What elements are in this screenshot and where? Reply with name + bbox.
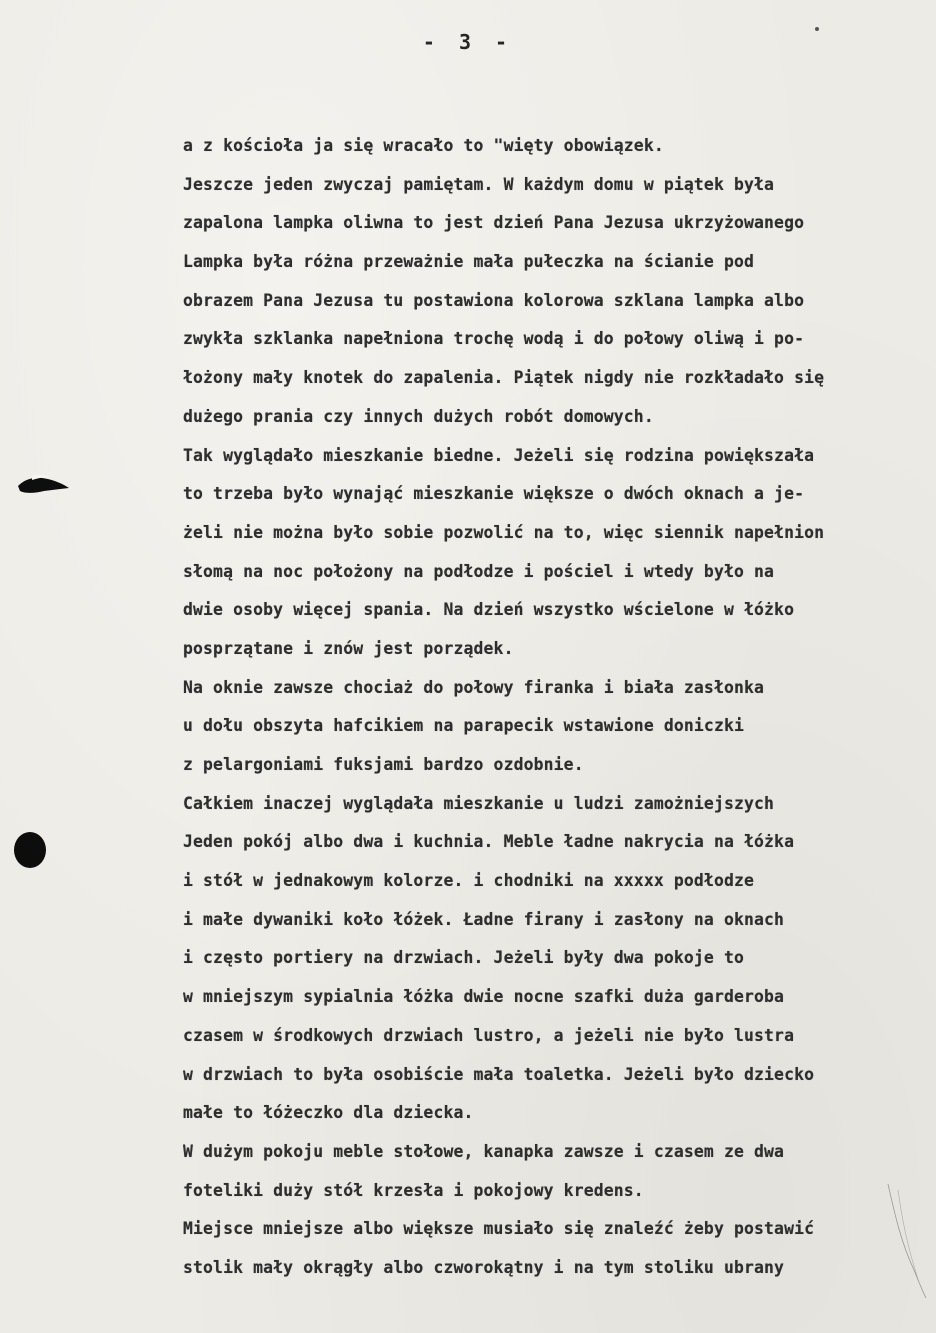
text-line: foteliki duży stół krzesła i pokojowy kredens. [183,1180,644,1200]
text-line: dużego prania czy innych dużych robót domowych. [183,406,654,426]
text-line: żeli nie można było sobie pozwolić na to, więc siennik napełnion [183,522,825,542]
text-line: zapalona lampka oliwna to jest dzień Pana Jezusa ukrzyżowanego [183,213,805,233]
text-line: słomą na noc położony na podłodze i pościel i wtedy było na [183,561,775,581]
text-line: Miejsce mniejsze albo większe musiało się znaleźć żeby postawić [183,1219,815,1239]
page-number: - 3 - [422,30,514,54]
text-line: W dużym pokoju meble stołowe, kanapka zawsze i czasem ze dwa [183,1141,785,1161]
text-line: to trzeba było wynająć mieszkanie większe o dwóch oknach a je- [183,484,805,504]
text-line: posprzątane i znów jest porządek. [183,638,514,658]
paper-crease-marks [884,1180,928,1300]
text-line: i stół w jednakowym kolorze. i chodniki na xxxxx podłodze [183,871,755,891]
text-line: Jeszcze jeden zwyczaj pamiętam. W każdym domu w piątek była [183,174,775,194]
text-line: z pelargoniami fuksjami bardzo ozdobnie. [183,755,584,774]
torn-punch-hole-mark [16,472,70,500]
text-line: obrazem Pana Jezusa tu postawiona kolorowa szklana lampka albo [183,290,805,310]
text-line: dwie osoby więcej spania. Na dzień wszystko wścielone w łóżko [183,600,795,620]
typewritten-text [183,127,933,1288]
text-line: Na oknie zawsze chociaż do połowy firanka i biała zasłonka [183,677,765,697]
text-line: czasem w środkowych drzwiach lustro, a jeżeli nie było lustra [183,1025,795,1045]
text-line: Całkiem inaczej wyglądała mieszkanie u ludzi zamożniejszych [183,793,775,813]
text-line: i często portiery na drzwiach. Jeżeli były dwa pokoje to [183,948,745,968]
text-line: i małe dywaniki koło łóżek. Ładne firany i zasłony na oknach [183,909,785,929]
text-line: w drzwiach to była osobiście mała toaletka. Jeżeli było dziecko [183,1064,815,1084]
text-line: łożony mały knotek do zapalenia. Piątek nigdy nie rozkładało się [183,368,825,388]
text-line: Jeden pokój albo dwa i kuchnia. Meble ładne nakrycia na łóżka [183,832,795,852]
text-line: Tak wyglądało mieszkanie biedne. Jeżeli się rodzina powiększała [183,445,815,465]
text-line: małe to łóżeczko dla dziecka. [183,1103,474,1123]
text-line: w mniejszym sypialnia łóżka dwie nocne szafki duża garderoba [183,987,785,1007]
text-line: a z kościoła ja się wracało to "więty obowiązek. [183,136,664,155]
text-line: stolik mały okrągły albo czworokątny i na tym stoliku ubrany [183,1257,785,1277]
text-line: Lampka była różna przeważnie mała pułeczka na ścianie pod [183,252,755,272]
punch-hole [14,832,46,868]
ink-speck [815,27,819,31]
text-line: u dołu obszyta hafcikiem na parapecik wstawione doniczki [183,716,745,736]
text-line: zwykła szklanka napełniona trochę wodą i do połowy oliwą i po- [183,329,805,349]
